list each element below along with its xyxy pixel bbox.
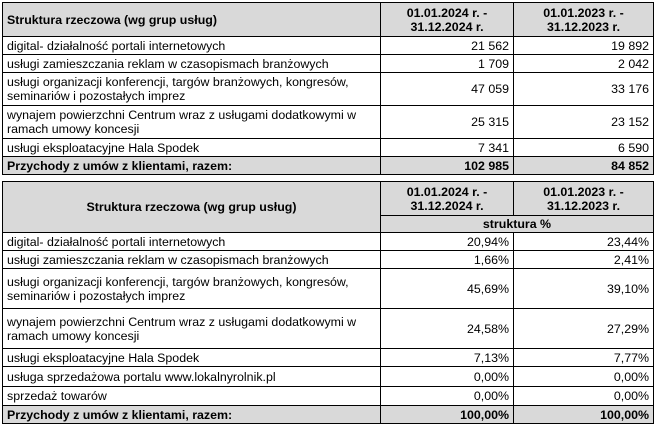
table-row	[3, 37, 654, 55]
value-2023: 33 176	[514, 73, 654, 106]
total-label: Przychody z umów z klientami, razem:	[3, 157, 381, 175]
value-2024: 20,94%	[381, 233, 514, 251]
row-label: usługi eksploatacyjne Hala Spodek	[3, 139, 381, 157]
value-2024: 24,58%	[381, 309, 514, 349]
row-label: wynajem powierzchni Centrum wraz z usługami dodatkowymi w ramach umowy koncesji	[3, 309, 381, 349]
total-row	[3, 406, 654, 424]
value-2024: 47 059	[381, 73, 514, 106]
value-2023: 2 042	[514, 55, 654, 73]
row-label: digital- działalność portali internetowych	[3, 233, 381, 251]
value-2024: 0,00%	[381, 367, 514, 387]
value-2024: 1,66%	[381, 251, 514, 269]
row-label: usługa sprzedażowa portalu www.lokalnyrolnik.pl	[3, 367, 381, 387]
table-row	[3, 106, 654, 139]
table-row	[3, 233, 654, 251]
value-2023: 27,29%	[514, 309, 654, 349]
value-2024: 45,69%	[381, 269, 514, 309]
total-2024: 100,00%	[381, 406, 514, 424]
table-row	[3, 349, 654, 367]
total-row	[3, 157, 654, 175]
total-2023: 84 852	[514, 157, 654, 175]
header-category: Struktura rzeczowa (wg grup usług)	[3, 182, 381, 233]
value-2024: 25 315	[381, 106, 514, 139]
table-row	[3, 387, 654, 406]
value-2023: 7,77%	[514, 349, 654, 367]
value-2024: 0,00%	[381, 387, 514, 406]
table-header-row	[3, 3, 654, 37]
value-2023: 39,10%	[514, 269, 654, 309]
table-row	[3, 139, 654, 157]
value-2024: 21 562	[381, 37, 514, 55]
value-2024: 7 341	[381, 139, 514, 157]
value-2024: 1 709	[381, 55, 514, 73]
header-category: Struktura rzeczowa (wg grup usług)	[3, 3, 381, 37]
row-label: usługi zamieszczania reklam w czasopismach branżowych	[3, 251, 381, 269]
header-period-2023: 01.01.2023 r. - 31.12.2023 r.	[514, 3, 654, 37]
table-row	[3, 251, 654, 269]
value-2023: 0,00%	[514, 367, 654, 387]
total-2024: 102 985	[381, 157, 514, 175]
row-label: digital- działalność portali internetowych	[3, 37, 381, 55]
row-label: wynajem powierzchni Centrum wraz z usługami dodatkowymi w ramach umowy koncesji	[3, 106, 381, 139]
revenue-structure-table	[2, 2, 654, 175]
table-header-row	[3, 182, 654, 216]
value-2023: 19 892	[514, 37, 654, 55]
total-2023: 100,00%	[514, 406, 654, 424]
value-2023: 6 590	[514, 139, 654, 157]
header-period-2024: 01.01.2024 r. - 31.12.2024 r.	[381, 3, 514, 37]
header-period-2023: 01.01.2023 r. - 31.12.2023 r.	[514, 182, 654, 216]
header-period-2024: 01.01.2024 r. - 31.12.2024 r.	[381, 182, 514, 216]
value-2023: 2,41%	[514, 251, 654, 269]
table-row	[3, 309, 654, 349]
value-2023: 0,00%	[514, 387, 654, 406]
table-row	[3, 73, 654, 106]
row-label: sprzedaż towarów	[3, 387, 381, 406]
header-structure-percent: struktura %	[381, 216, 654, 233]
value-2024: 7,13%	[381, 349, 514, 367]
row-label: usługi eksploatacyjne Hala Spodek	[3, 349, 381, 367]
value-2023: 23,44%	[514, 233, 654, 251]
value-2023: 23 152	[514, 106, 654, 139]
table-row	[3, 55, 654, 73]
row-label: usługi zamieszczania reklam w czasopismach branżowych	[3, 55, 381, 73]
revenue-structure-percent-table	[2, 181, 654, 424]
total-label: Przychody z umów z klientami, razem:	[3, 406, 381, 424]
row-label: usługi organizacji konferencji, targów branżowych, kongresów, seminariów i pozostałych imprez	[3, 73, 381, 106]
table-row	[3, 269, 654, 309]
row-label: usługi organizacji konferencji, targów branżowych, kongresów, seminariów i pozostałych imprez	[3, 269, 381, 309]
table-row	[3, 367, 654, 387]
